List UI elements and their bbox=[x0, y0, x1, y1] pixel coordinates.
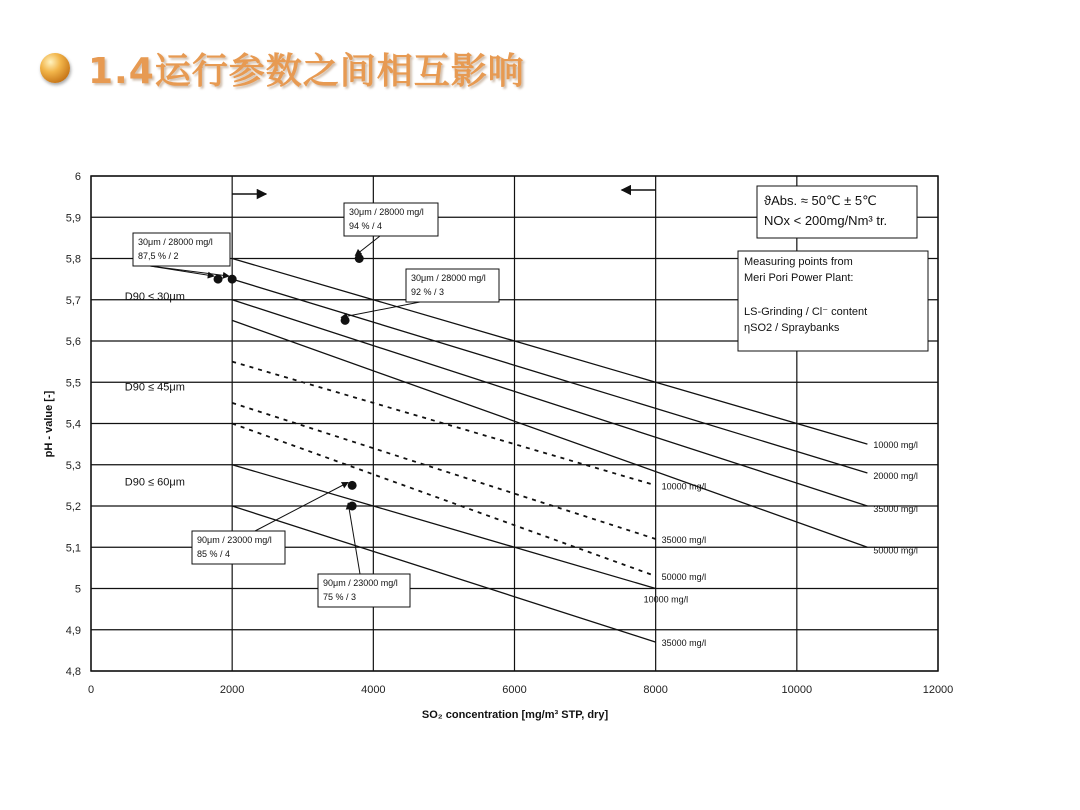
group-label: D90 ≤ 45μm bbox=[124, 381, 185, 394]
series-label: 35000 mg/l bbox=[661, 638, 707, 649]
y-tick-label: 5,6 bbox=[65, 336, 81, 348]
y-tick-label: 5,4 bbox=[65, 418, 81, 431]
data-point bbox=[214, 275, 223, 284]
y-tick-label: 5,8 bbox=[65, 253, 81, 266]
callout-text: 75 % / 3 bbox=[323, 592, 357, 602]
y-tick-label: 6 bbox=[74, 171, 81, 183]
y-tick-label: 4,9 bbox=[65, 624, 81, 637]
x-tick-label: 4000 bbox=[361, 684, 386, 696]
legend-text: LS-Grinding / Cl⁻ content bbox=[744, 306, 868, 318]
callout-text: 30μm / 28000 mg/l bbox=[349, 207, 424, 217]
x-tick-label: 2000 bbox=[219, 684, 245, 696]
x-tick-label: 8000 bbox=[643, 684, 668, 696]
y-tick-label: 5,7 bbox=[65, 294, 81, 307]
callout-text: 30μm / 28000 mg/l bbox=[411, 273, 486, 283]
legend-box bbox=[738, 251, 928, 351]
y-tick-label: 5,3 bbox=[65, 459, 81, 472]
y-tick-label: 4,8 bbox=[65, 666, 81, 678]
callout-text: 85 % / 4 bbox=[197, 549, 231, 559]
y-tick-label: 5,5 bbox=[65, 377, 81, 390]
condition-text: ϑAbs. ≈ 50℃ ± 5℃ bbox=[764, 193, 877, 208]
callout-text: 30μm / 28000 mg/l bbox=[138, 237, 213, 247]
legend-text: Meri Pori Power Plant: bbox=[744, 272, 854, 284]
x-tick-label: 0 bbox=[87, 684, 95, 696]
conditions-box bbox=[757, 186, 917, 238]
legend-text: ηSO2 / Spraybanks bbox=[744, 322, 840, 334]
callout-text: 94 % / 4 bbox=[349, 221, 383, 231]
series-label: 10000 mg/l bbox=[661, 481, 707, 492]
callout-text: 90μm / 23000 mg/l bbox=[323, 578, 398, 588]
legend-text: Measuring points from bbox=[744, 256, 853, 268]
slide-title-text: 1.4运行参数之间相互影响 bbox=[88, 50, 525, 92]
callout-text: 92 % / 3 bbox=[411, 287, 445, 297]
group-label: D90 ≤ 30μm bbox=[124, 290, 185, 303]
callout-text: 90μm / 23000 mg/l bbox=[197, 535, 272, 545]
series-label: 50000 mg/l bbox=[661, 572, 707, 583]
series-label: 35000 mg/l bbox=[661, 535, 707, 545]
x-axis-label: SO₂ concentration [mg/m³ STP, dry] bbox=[421, 709, 609, 721]
y-tick-label: 5,2 bbox=[65, 501, 81, 513]
series-label: 50000 mg/l bbox=[873, 545, 918, 556]
series-label: 20000 mg/l bbox=[873, 471, 918, 481]
series-label: 10000 mg/l bbox=[873, 440, 918, 451]
y-tick-label: 5,9 bbox=[65, 212, 81, 225]
x-tick-label: 12000 bbox=[922, 684, 954, 696]
group-label: D90 ≤ 60μm bbox=[124, 476, 185, 489]
x-tick-label: 6000 bbox=[502, 684, 527, 696]
y-axis-label: pH - value [-] bbox=[43, 390, 55, 458]
series-label: 35000 mg/l bbox=[873, 504, 918, 514]
y-tick-label: 5 bbox=[74, 583, 81, 596]
callout-text: 87,5 % / 2 bbox=[138, 251, 179, 261]
series-label: 10000 mg/l bbox=[643, 594, 689, 605]
condition-text: NOx < 200mg/Nm³ tr. bbox=[764, 213, 888, 228]
y-tick-label: 5,1 bbox=[65, 542, 81, 555]
data-point bbox=[348, 481, 357, 490]
x-tick-label: 10000 bbox=[781, 684, 813, 696]
